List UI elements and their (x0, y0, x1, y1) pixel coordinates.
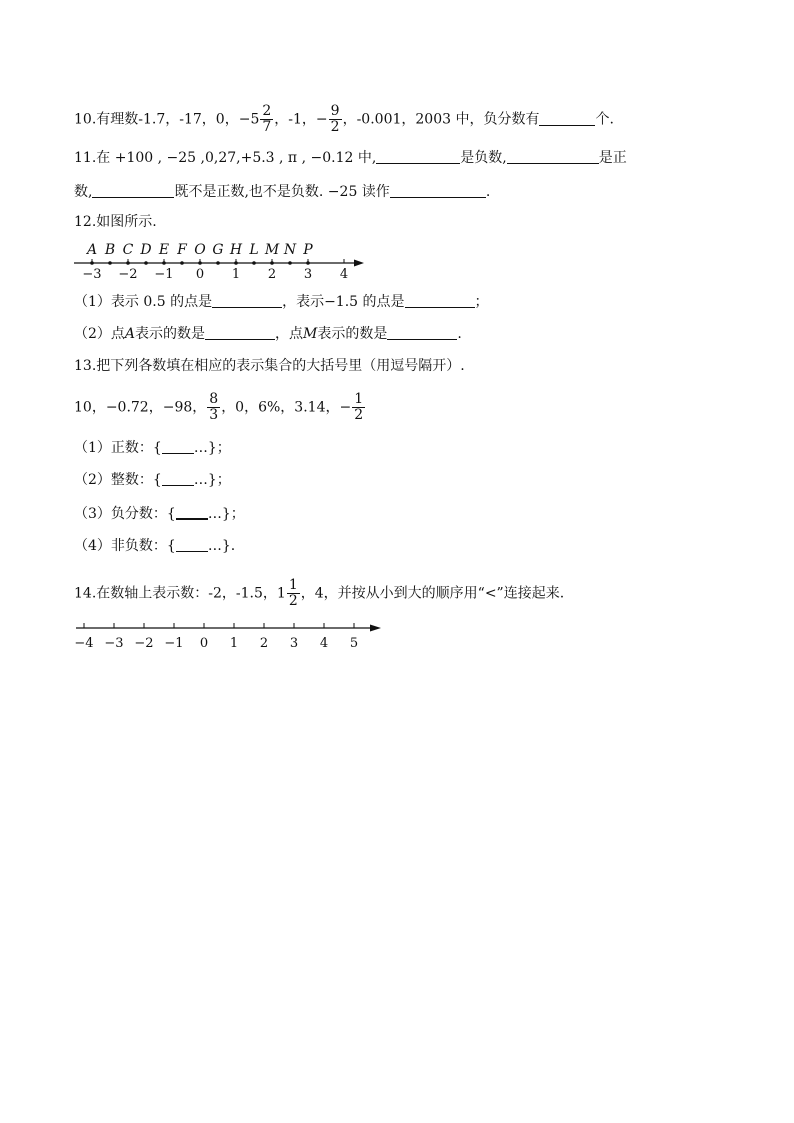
q12-label-f: F (177, 242, 187, 258)
q14-tick-label: −1 (164, 636, 184, 651)
q14-tick-label: 1 (229, 636, 239, 651)
q11-line2-a: 数, (74, 184, 93, 200)
q13-frac2-num: 1 (354, 391, 364, 407)
q12-item1-a: （1）表示 0.5 的点是 (74, 294, 213, 310)
q11-line1-a: 11.在 +100 , −25 ,0,27,+5.3 , π , −0.12 中, (74, 150, 377, 166)
q12-point-l (252, 261, 256, 265)
q14-tick-label: 2 (259, 636, 269, 651)
q13-item-positive (74, 438, 231, 458)
q13-nums-a: 10，−0.72，−98， (74, 399, 207, 416)
q12-point-g (216, 261, 220, 265)
q12-label-a: A (86, 242, 98, 258)
q13-frac1-den: 3 (209, 407, 219, 423)
q14-tick-label: −2 (134, 636, 154, 651)
q12-point-b (108, 261, 112, 265)
q13-item-integer (74, 470, 231, 490)
q14-frac-den: 2 (288, 593, 298, 609)
q14-tick-label: 5 (349, 636, 359, 651)
q11-blank-negative[interactable] (376, 149, 460, 164)
q13-frac2-den: 2 (354, 407, 364, 423)
q14-number-line (70, 616, 390, 652)
q14-axis-arrow (370, 625, 381, 632)
q13-frac1-num: 8 (209, 391, 219, 407)
q12-label-d: D (140, 242, 152, 258)
q13-item1-tail: …}； (193, 440, 231, 456)
q13-fraction-8-3 (207, 392, 220, 423)
q12-item2-a: （2）点 (74, 326, 125, 342)
q12-item2-c: ，点 (275, 326, 304, 342)
q13-item2-label: （2）整数：{ (74, 472, 162, 488)
q10-end: 个. (595, 111, 614, 128)
q12-item2-end: . (457, 326, 462, 342)
q14-suffix: ，4，并按从小到大的顺序用“<”连接起来. (300, 585, 565, 602)
question-14 (74, 578, 564, 609)
q12-item1-end: ； (474, 294, 489, 310)
q10-fraction-2-7 (260, 104, 273, 135)
q14-tick-label: 0 (199, 636, 209, 651)
question-13-title: 13.把下列各数填在相应的表示集合的大括号里（用逗号隔开）. (74, 358, 465, 374)
q12-tick-label: 0 (195, 267, 205, 282)
q14-tick-label: −3 (104, 636, 124, 651)
q12-axis-arrow (354, 260, 364, 267)
q13-number-list (74, 392, 366, 423)
q12-label-b: B (104, 242, 116, 258)
q13-item-negative-fraction (74, 504, 245, 524)
q10-suffix: ，-0.001，2003 中，负分数有 (342, 111, 540, 128)
q12-tick-label: −1 (154, 267, 174, 282)
q13-blank-integer[interactable] (162, 471, 194, 486)
q12-label-n: N (283, 242, 297, 258)
q12-blank-point-half[interactable] (212, 293, 282, 308)
q12-blank-point-neg-1-5[interactable] (405, 293, 475, 308)
q11-line1-b: 是负数, (460, 150, 507, 166)
q13-item1-label: （1）正数：{ (74, 440, 162, 456)
question-12-title: 12.如图所示. (74, 214, 157, 230)
q14-frac-num: 1 (288, 577, 298, 593)
q11-line2-b: 既不是正数,也不是负数. −25 读作 (174, 184, 390, 200)
q13-blank-non-negative[interactable] (176, 537, 208, 552)
q13-item4-label: （4）非负数：{ (74, 538, 176, 554)
q14-tick-label: 3 (289, 636, 299, 651)
q12-var-a: A (124, 326, 136, 342)
q14-tick-label: −4 (74, 636, 94, 651)
q12-point-n (288, 261, 292, 265)
q10-mid: ，-1， (274, 111, 316, 128)
q11-line2-end: . (485, 184, 491, 200)
q12-point-f (180, 261, 184, 265)
q12-blank-value-a[interactable] (205, 325, 275, 340)
q12-tick-label: 4 (339, 267, 349, 282)
q12-point-d (144, 261, 148, 265)
q12-label-e: E (158, 242, 170, 258)
q12-label-l: L (249, 242, 259, 258)
q14-fraction-1-2 (287, 578, 300, 609)
q12-label-h: H (229, 242, 243, 258)
q11-blank-neither[interactable] (92, 183, 174, 198)
q12-item2-b: 表示的数是 (135, 326, 206, 342)
q10-minus: − (315, 111, 328, 128)
q12-tick-label: 2 (267, 267, 277, 282)
q10-frac1-num: 2 (262, 103, 272, 119)
q12-item-1 (74, 292, 489, 312)
q12-item1-b: ，表示−1.5 的点是 (282, 294, 405, 310)
q13-item3-label: （3）负分数：{ (74, 506, 176, 522)
q14-tick-label: 4 (319, 636, 329, 651)
q13-blank-positive[interactable] (162, 439, 194, 454)
q10-frac1-den: 7 (262, 119, 272, 135)
question-11-line-1 (74, 148, 627, 168)
q13-item2-tail: …}； (193, 472, 231, 488)
question-10 (74, 104, 614, 135)
q12-tick-label: −3 (82, 267, 102, 282)
q14-prefix: 14.在数轴上表示数：-2，-1.5， (74, 585, 277, 602)
q10-frac2-num: 9 (330, 103, 340, 119)
q12-item2-d: 表示的数是 (317, 326, 388, 342)
q13-item-non-negative (74, 536, 235, 556)
q14-mixed-whole: 1 (276, 585, 286, 602)
q13-blank-negative-fraction[interactable] (176, 504, 208, 520)
q11-blank-read-as[interactable] (390, 183, 486, 198)
q13-item3-tail: …}； (207, 506, 245, 522)
q13-fraction-1-2 (352, 392, 365, 423)
q10-minus-five: −5 (238, 111, 260, 128)
q12-tick-label: −2 (118, 267, 138, 282)
q12-label-p: P (303, 242, 313, 258)
q12-var-m: M (303, 326, 318, 342)
q12-label-c: C (122, 242, 134, 258)
q11-line1-c: 是正 (598, 150, 627, 166)
q13-nums-b: ，0，6%，3.14， (221, 399, 340, 416)
q12-number-line (70, 240, 370, 284)
q10-fraction-9-2 (329, 104, 342, 135)
q12-item-2 (74, 324, 462, 344)
q10-frac2-den: 2 (330, 119, 340, 135)
q12-label-g: G (212, 242, 224, 258)
q13-item4-tail: …}. (207, 538, 236, 554)
q12-label-o: O (194, 242, 206, 258)
q10-prefix: 10.有理数-1.7，-17，0， (74, 111, 239, 128)
q11-blank-positive[interactable] (507, 149, 599, 164)
q13-minus: − (339, 399, 352, 416)
q12-tick-label: 1 (231, 267, 241, 282)
q12-tick-label: 3 (303, 267, 313, 282)
q12-blank-value-m[interactable] (387, 325, 457, 340)
question-11-line-2 (74, 182, 490, 202)
q12-label-m: M (264, 242, 280, 258)
q10-answer-blank[interactable] (539, 111, 595, 126)
